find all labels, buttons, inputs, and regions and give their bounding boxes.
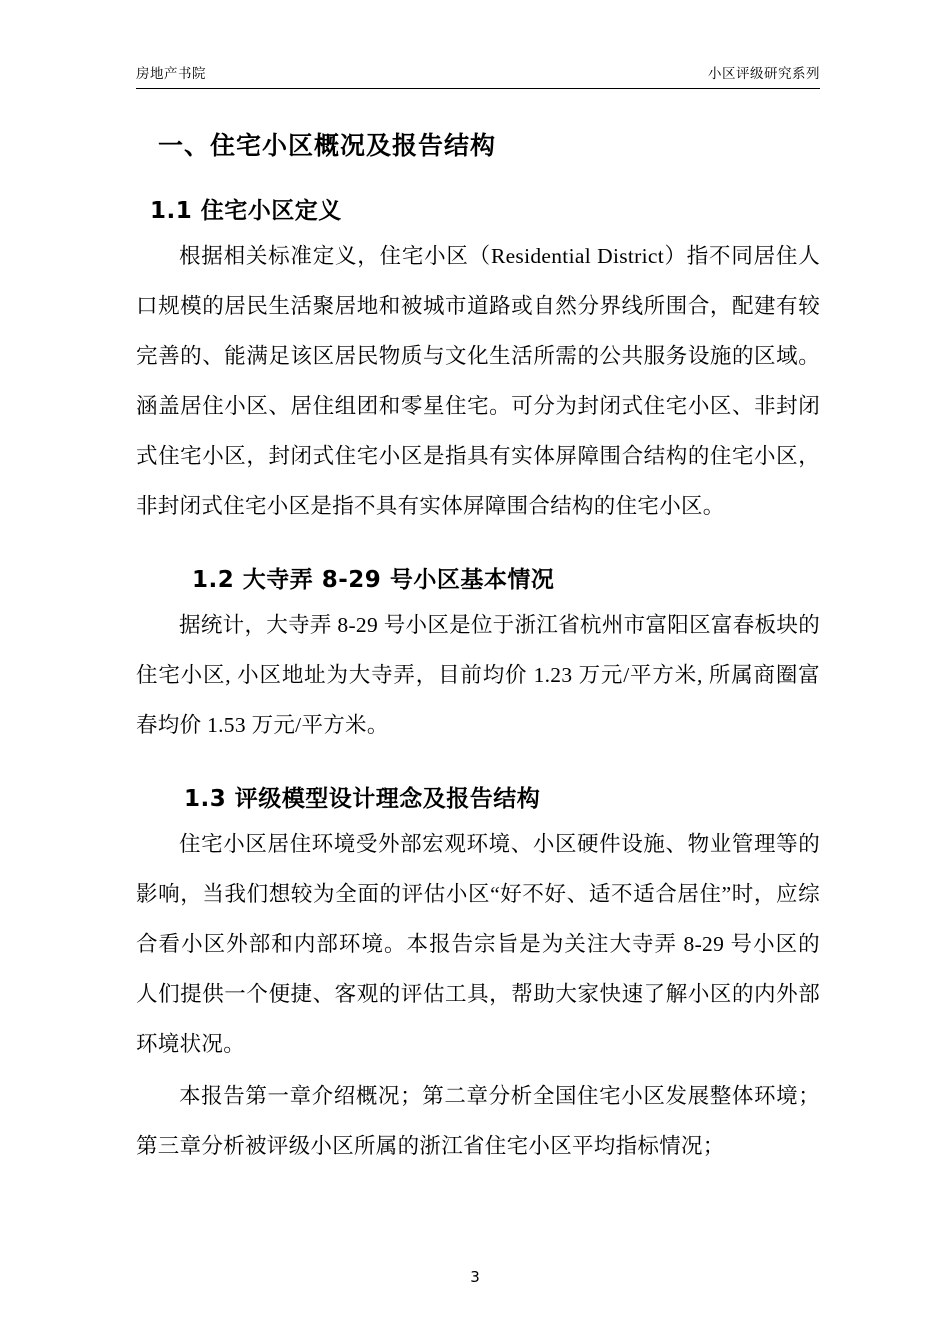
paragraph-1-2-1: 据统计，大寺弄 8-29 号小区是位于浙江省杭州市富阳区富春板块的住宅小区, 小区地址为大寺弄，目前均价 1.23 万元/平方米, 所属商圈富春均价 1.53 万元/平方米。 <box>136 613 820 737</box>
paragraph-1-1-1: 根据相关标准定义，住宅小区（Residential District）指不同居住人口规模的居民生活聚居地和被城市道路或自然分界线所围合，配建有较完善的、能满足该区居民物质与文化生活所需的公共服务设施的区域。涵盖居住小区、居住组团和零星住宅。可分为封闭式住宅小区、非封闭式住宅小区，封闭式住宅小区是指具有实体屏障围合结构的住宅小区，非封闭式住宅小区是指不具有实体屏障围合结构的住宅小区。 <box>136 244 820 518</box>
page-number: 3 <box>470 1268 480 1286</box>
page-header <box>136 62 820 89</box>
subsection-heading-1-3: 1.3 评级模型设计理念及报告结构 <box>184 786 541 812</box>
subsection-heading-1-2: 1.2 大寺弄 8-29 号小区基本情况 <box>192 567 555 593</box>
header-right-text: 小区评级研究系列 <box>708 66 820 82</box>
paragraph-1-3-1: 住宅小区居住环境受外部宏观环境、小区硬件设施、物业管理等的影响，当我们想较为全面的评估小区“好不好、适不适合居住”时，应综合看小区外部和内部环境。本报告宗旨是为关注大寺弄 8-29 号小区的人们提供一个便捷、客观的评估工具，帮助大家快速了解小区的内外部环境状况。 <box>136 832 820 1056</box>
page-footer <box>0 1268 950 1286</box>
page-content <box>136 112 820 1171</box>
subsection-heading-1-1: 1.1 住宅小区定义 <box>150 198 342 224</box>
section-heading: 一、住宅小区概况及报告结构 <box>158 131 497 160</box>
paragraph-1-3-2: 本报告第一章介绍概况；第二章分析全国住宅小区发展整体环境；第三章分析被评级小区所属的浙江省住宅小区平均指标情况； <box>136 1084 820 1158</box>
header-left-text: 房地产书院 <box>136 66 206 82</box>
